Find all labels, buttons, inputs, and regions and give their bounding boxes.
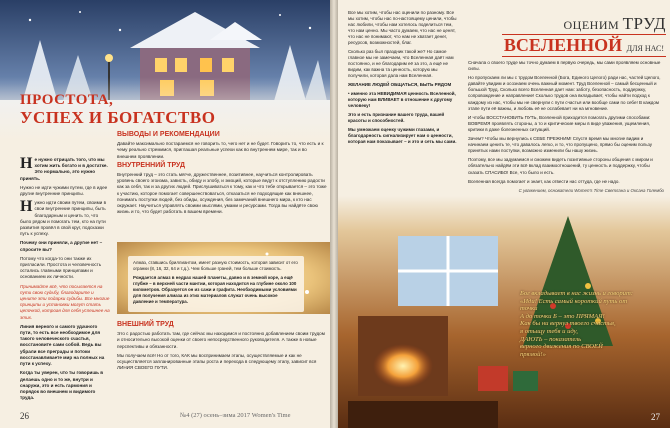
page-number: 27 [651, 412, 660, 422]
paragraph: Не нужно отрицать того, что мы хотим жить богато и в достатке. Это нормально, это нужно принять. [20, 155, 108, 181]
title-line-1: ПРОСТОТА, [20, 92, 114, 108]
paragraph: Мы умножаем оценку чужими глазами, и благодарность сигнализирует нам о ценности, которая нам показывает – и это и сеть мы сами. [348, 127, 457, 144]
paragraph: Поэтому, все мы задумаемся и сможем видеть позитивные стороны общения с миром и обязательно найдём эти всё вклад взаимоотношений, ту ценность и поддержку, чтобы сказать СПАСИБО! Все, что было и есть. [468, 157, 653, 175]
title-line-2: УСПЕХ И БОГАТСТВО [20, 108, 216, 127]
poem-line: А до точки Б – это ПРЯМАЯ! [520, 312, 605, 320]
paragraph: Рождается алмаз в недрах нашей планеты, давно и в земной коре, а ещё глубже – в верхней части мантии, которая находится на глубине около 100 километров. Образуется он из сажи и графита. Необходимыми условиями для получения алмаза из этих материалов служат очень высокое давление и температура. [133, 275, 297, 304]
right-column-1 [348, 10, 458, 148]
poem-line: «Иди! Есть самый короткий путь от точки [520, 297, 628, 313]
paragraph: Но пропускаем ли мы с трудом Вселенной (Бога, Единого Целого) ради нас, частей Целого, давайте увидим и осознаем очень важный момент. Труд Вселенной – самый бесценный и большой Труд. Сколько всего Вселенная дает нам: заботу, безопасность, поддержку, сопровождение и направление! Сколько трудов она вкладывает, чтобы найти подход к каждому из нас, чтобы мы не свернули с пути счастья или вообще сами по себе! В каждом этапе пути её важны, и любовь её не ослабевает ни на мгновение. [468, 75, 661, 111]
paragraph: Мы получаем всё! Но от того, КАК мы воспринимаем этапы, осуществляемые и как не осуществляется запланированные этапы роста и перехода в следующему этапу, зависит вся ЛИНИЯ СВОЕГО ПУТИ. [117, 352, 317, 371]
right-page [338, 0, 670, 428]
paragraph: Нужно не идти чужими путем, где в идее другие внутренние принципы. [20, 184, 108, 197]
poem-line: я отыщу тебя и иду, [520, 327, 578, 335]
paragraph: Нужно идти своим путем, своими в свои внутренние принципы, быть благодарным и ценить то, что было рядом и помогать тем, кто на пути развития провёл в свой круг, подсказки путь к успеху. [20, 198, 107, 237]
section-heading-outer-work: ВНЕШНИЙ ТРУД [117, 321, 174, 328]
paragraph: Внутренний труд – это стать мягче, дружественнее, позитивнее, научиться контролировать уровень своего эгоизма, зависть, обиду и злобу, и эмоций, которые ведут к отступлению радости как за себя, так и за других людей. Прислушиваться к тому, как и что тебе открывается – это тоже к участию, которое помогает совершенствоваться, отказаться не подходящие как внешнее, понимать поступки людей, без обиды, осуждения, без замечаний внешнего мира, к кто нас окружает. Научиться управлять своими мыслями, умами и ресурсами. Тогда вы найдёте свою жизнь и то, что будет работать в вашем времени. [117, 172, 327, 215]
paragraph: Сначала о своего труде мы точно думаем в первую очередь, мы сами проявляем основные силы. [468, 60, 661, 72]
left-column-b [117, 130, 327, 218]
title-line-1: ОЦЕНИМ ТРУД [563, 14, 666, 33]
left-title [20, 92, 220, 128]
left-footer [20, 411, 320, 421]
paragraph: Зачем? Чтобы мы вернулись к СЕБЕ ПРЕЖНИМ! Спустя время мы многие видим и начинаем ценить те, что давалось легко, и то, что пропущено, прямо бы оценим пользу принятых нами поступки, возможно изменили бы нашу жизнь. [468, 136, 653, 154]
paragraph: Алмаз, ставшись бриллиантом, имеет разную стоимость, которая зависит от его огранки (8, 16, 32, 64 и т.д.). Чем больше граней, тем больше стоимость. [133, 260, 298, 271]
section-heading-conclusions: ВЫВОДЫ И РЕКОМЕНДАЦИИ [117, 131, 220, 138]
signature: С уважением, основатели Women's Time Светлана и Оксана Голембо [518, 187, 664, 193]
poem-line: ДАЮТЬ – показатель [520, 335, 582, 343]
left-column-a [20, 157, 110, 404]
right-title [466, 14, 666, 57]
paragraph: ЖЕЛАНИЕ ЛЮДЕЙ ОБЩАТЬСЯ, БЫТЬ РЯДОМ [348, 82, 452, 87]
quote-paragraph: Принимайте всё, что посылается на пути свою судьбу, благодарите и цените эти подарки судьбы. Все многие принципы и установки могут стать цепочкой, котроая для себя успешнее на этих. [20, 283, 110, 320]
paragraph: Сколько раз был праздник такой же? Но самое главное мы не замечаем, что Вселенная даёт нам постоянно, и не благодарим её за это, а ещё не видим, как важна та ценность, которую мы получили, которая дала нам Вселенная. [348, 49, 454, 78]
paragraph: • именно эта НЕВИДИМАЯ ценность Вселенной, которую нам ВЛИВАЕТ в отношение к другому человеку! [348, 91, 456, 108]
spine-gutter [330, 0, 338, 428]
poem-line: верного движения по СВОЕЙ [520, 343, 603, 351]
left-page [0, 0, 330, 428]
paragraph: Линия верного и самого удачного пути, то есть все необходимое для такого человеческого счастья, восстановите сами собой. Ведь вы убрали все преграды и потоки восстанавливаете мир на полных на пути к успеху. [20, 323, 105, 367]
section-heading-inner-work: ВНУТРЕННИЙ ТРУД [117, 161, 186, 169]
paragraph: Все мы хотим, чтобы нас оценили по разному. Все мы хотим, чтобы нас по-настоящему ценили, чтобы нас любили, чтобы нам хотелось поделиться тем, что нам ценно. Мы часто думаем, что нас не ценят, что нас не понимают, что нам не хватает денег, ресурсов, возможностей, благ. [348, 10, 457, 45]
paragraph: Давайте максимально постараемся не говорить то, чего нет и не будет. Говорить то, что есть и к чему реально стремимся, приглашая реальные успехи как во внутреннем мире, так и во внешнем проявлении. [117, 141, 324, 159]
poem [520, 290, 638, 358]
paragraph: Это с радостью работать там, где сейчас мы находимся и постоянно добавлением своим трудом и относительно высокой оценки от своего непосредственного руководителя. А также в новые перспективы и обязанности. [117, 331, 325, 349]
paragraph: Потому что когда-то они также их пригласили. Простота и человечность остались главными принципами и основанием их личности. [20, 255, 102, 280]
poem-line: Бог вкладывает в нас жизнь и говорит: [520, 290, 633, 297]
paragraph: Когда ты уверен, что ты говоришь в делаешь одно и то же, внутри и снаружи, это и есть гармония и порядок во внешнем и видимого труда. [20, 370, 104, 401]
paragraph: И чтобы ВОССТАНОВИТЬ ПУТЬ, Вселенной приходится помогать другими способами: ВОВРЕМЯ проявлять стороны, а то и критические меры в виде уважения, ущемления, критики в даже болезненных ситуаций. [468, 114, 651, 132]
right-column-2 [468, 60, 664, 197]
paragraph: Это и есть признание вашего труда, вашей красоты и способностей. [348, 112, 445, 123]
poem-line: прямой!» [520, 350, 546, 358]
paragraph: Почему они приняли, а другие нет – спросите вы? [20, 240, 103, 252]
diamond-callout [128, 256, 304, 312]
dropcap: Н [20, 155, 33, 172]
left-column-b-bottom [117, 320, 327, 374]
page-number: 26 [20, 411, 29, 421]
poem-line: Как бы ни вернул твоего счастья, [520, 320, 616, 328]
title-line-2: ВСЕЛЕННОЙ ДЛЯ НАС! [503, 35, 664, 55]
paragraph: Вселенная всегда помогает и знает, как отвести нас оттуда, где не надо. [468, 178, 620, 184]
issue-info: №4 (27) осень–зима 2017 Women's Time [180, 412, 291, 419]
dropcap: Н [20, 198, 33, 216]
